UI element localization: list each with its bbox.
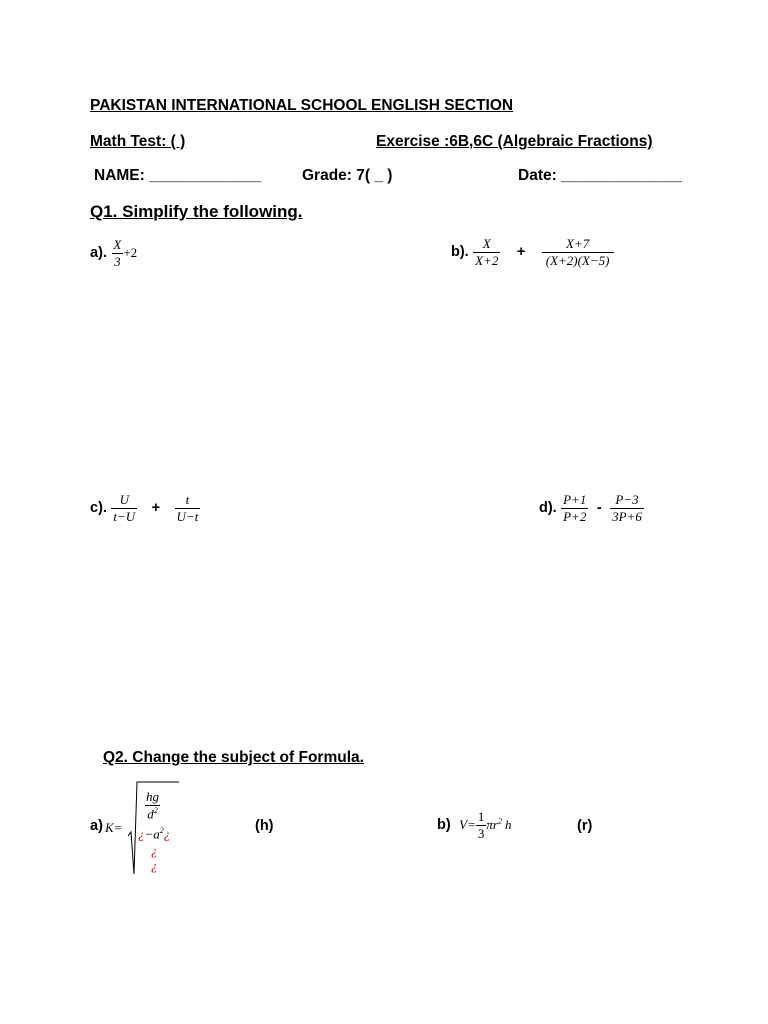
q2-a-den-exp: 2 — [153, 805, 158, 815]
school-title: PAKISTAN INTERNATIONAL SCHOOL ENGLISH SECTION — [90, 97, 514, 114]
q2-b-subject: (r) — [577, 818, 593, 834]
q2-a-mid-right: ¿ — [163, 826, 171, 842]
q1-d — [539, 493, 644, 523]
q1-a — [90, 238, 137, 268]
grade-field: Grade: 7( _ ) — [302, 167, 393, 184]
q1-d-f2-den: 3P+6 — [612, 508, 642, 524]
q1-c-label: c). — [90, 500, 107, 517]
q2-a-middle — [138, 826, 170, 842]
q1-c-fraction-1 — [111, 493, 137, 523]
q1-d-fraction-2 — [610, 493, 644, 523]
q1-c-f2-den: U−t — [176, 508, 199, 524]
q1-b-operator: + — [516, 244, 526, 261]
q2-b-rest1: πr — [486, 817, 498, 833]
q2-a-den-base: d — [147, 805, 154, 821]
q1-c — [90, 493, 200, 523]
q2-a-den — [145, 805, 160, 821]
q1-a-fraction — [111, 238, 123, 268]
q2-a-num: hg — [146, 789, 159, 804]
q1-d-label: d). — [539, 500, 557, 517]
q1-b-f1-den: X+2 — [475, 252, 499, 268]
q1-b — [451, 237, 614, 267]
q1-a-num: X — [113, 237, 122, 252]
q2-b-fraction — [476, 810, 487, 840]
q1-title: Q1. Simplify the following. — [90, 202, 303, 221]
q2-b-rest2: h — [504, 817, 512, 833]
q2-b — [437, 810, 511, 840]
q2-title: Q2. Change the subject of Formula. — [103, 749, 364, 766]
q1-d-fraction-1 — [561, 493, 588, 523]
q1-b-f2-num: X+7 — [566, 236, 590, 251]
q1-d-f1-den: P+2 — [563, 508, 587, 524]
q2-b-rest — [486, 817, 511, 832]
q2-b-num: 1 — [477, 809, 485, 824]
q1-a-tail: +2 — [123, 245, 138, 261]
q2-a-subject: (h) — [255, 818, 274, 834]
q2-a-label: a) — [90, 818, 103, 834]
q1-a-label: a). — [90, 245, 107, 262]
q2-a-mid-exp: 2 — [159, 826, 164, 835]
q1-c-f1-num: U — [119, 492, 129, 507]
q1-b-label: b). — [451, 244, 469, 261]
q1-c-fraction-2 — [175, 493, 201, 523]
q2-a-fraction — [144, 790, 161, 821]
q2-a-glyph-2: ¿ — [151, 858, 158, 873]
q1-b-f2-den: (X+2)(X−5) — [542, 252, 614, 268]
q1-b-fraction-2 — [542, 237, 614, 267]
exercise-label: Exercise :6B,6C (Algebraic Fractions) — [376, 133, 653, 150]
q1-c-f1-den: t−U — [113, 508, 136, 524]
q2-b-exp: 2 — [497, 816, 502, 826]
date-field: Date: ______________ — [518, 167, 682, 184]
q2-b-label: b) — [437, 817, 451, 834]
q1-d-f1-num: P+1 — [563, 492, 587, 507]
q2-a-glyph-1: ¿ — [151, 843, 158, 858]
q2-a-lhs: K= — [105, 820, 123, 835]
q1-b-f1-num: X — [482, 236, 491, 251]
q2-b-lhs: V= — [459, 817, 476, 833]
q1-d-operator: - — [596, 500, 602, 517]
q2-a-mid-left: ¿ — [138, 826, 145, 842]
name-field: NAME: _____________ — [94, 167, 262, 184]
q1-b-fraction-1 — [473, 237, 500, 267]
q1-c-f2-num: t — [185, 492, 190, 507]
q1-d-f2-num: P−3 — [615, 492, 639, 507]
q1-c-operator: + — [151, 500, 161, 517]
q2-a — [90, 778, 200, 876]
q2-a-mid: −a — [144, 826, 160, 842]
q1-a-den: 3 — [114, 253, 121, 269]
test-label: Math Test: ( ) — [90, 133, 186, 150]
q2-b-den: 3 — [477, 825, 485, 841]
